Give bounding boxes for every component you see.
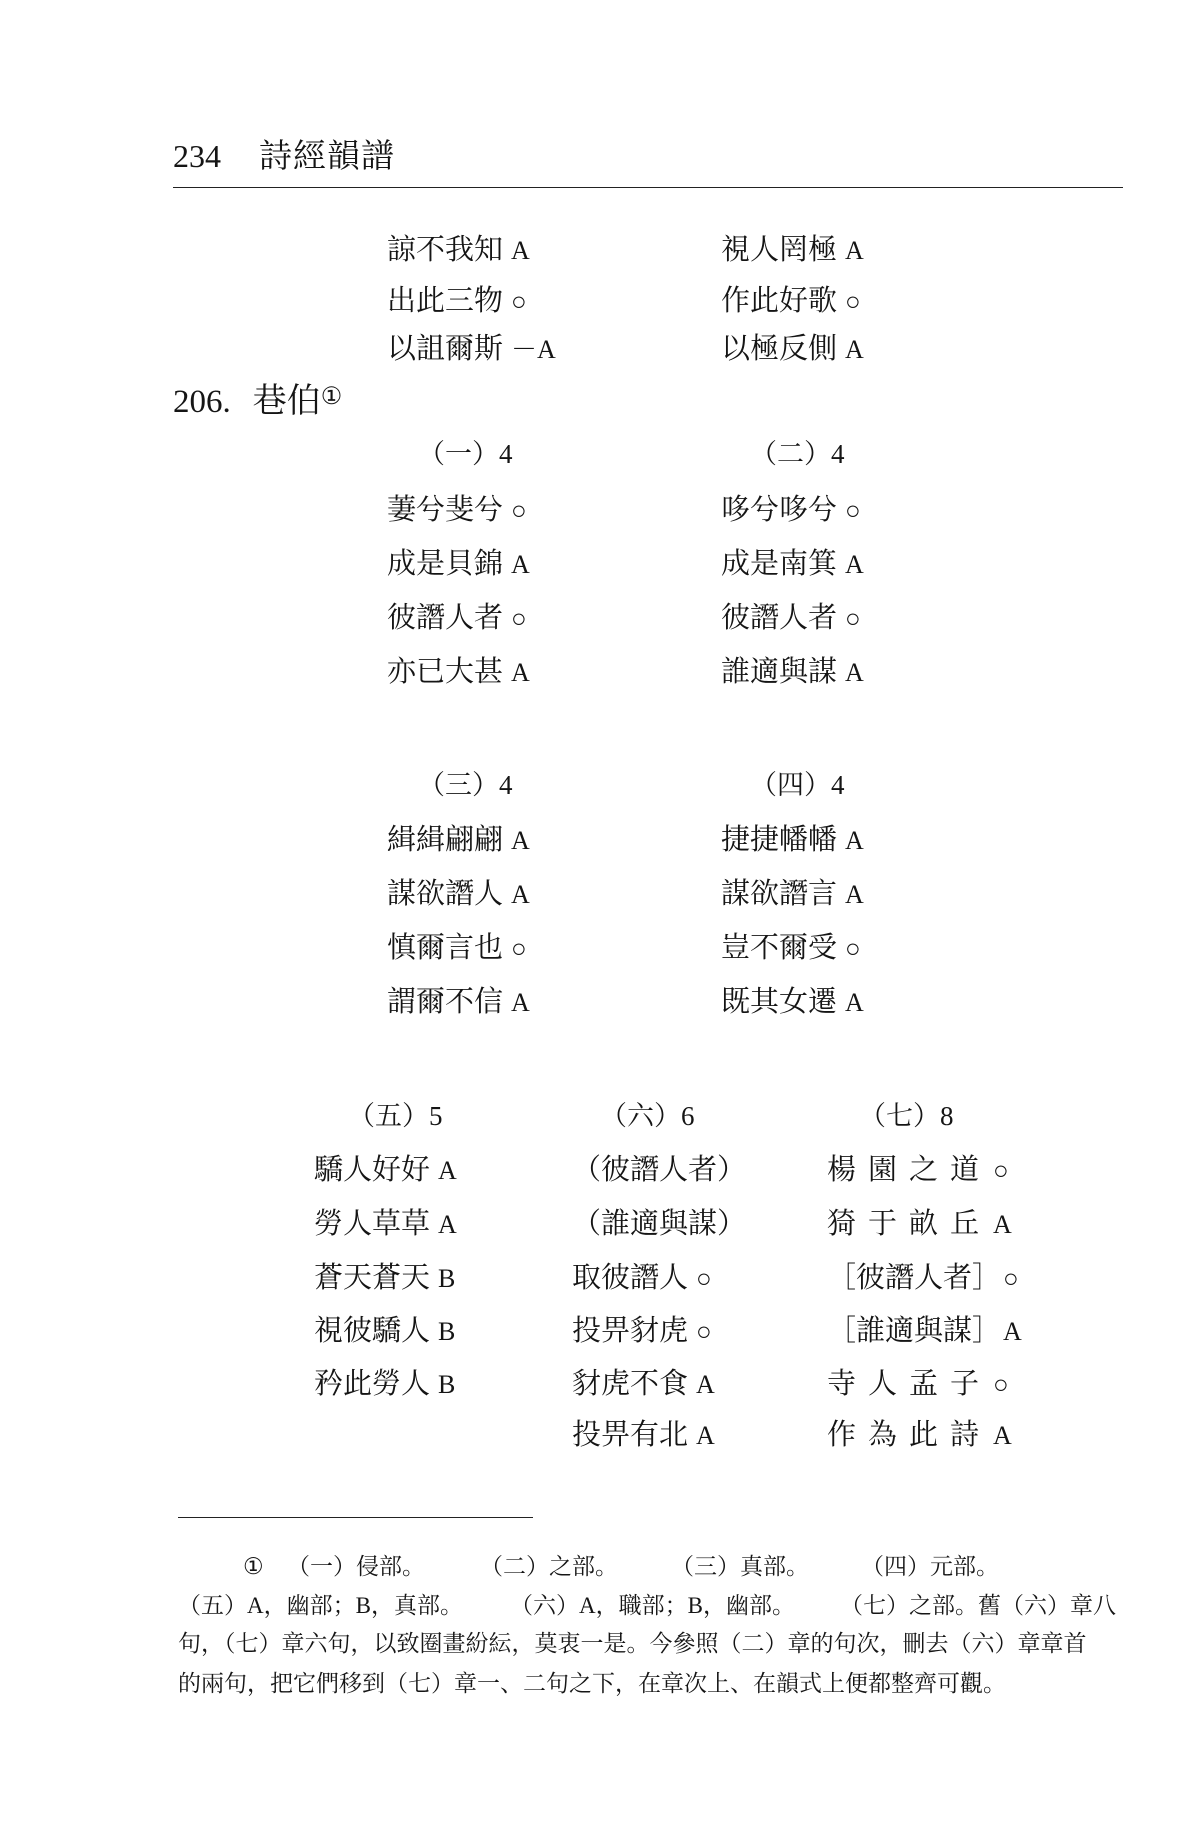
stanza-label: （四）4 — [750, 770, 845, 800]
stanza-label: （五）5 — [348, 1101, 443, 1131]
verse-line — [387, 601, 527, 635]
verse-line — [387, 284, 527, 318]
rhyme-mark: A — [845, 335, 864, 364]
footnote-text: （二）之部。 — [480, 1554, 618, 1579]
verse-text: 取彼譖人 — [572, 1262, 689, 1294]
verse-line — [827, 1261, 1019, 1295]
verse-line — [387, 931, 527, 965]
verse-line — [314, 1261, 455, 1295]
rhyme-mark: A — [993, 1421, 1012, 1450]
verse-text: ［彼譖人者］ — [827, 1262, 1002, 1294]
verse-line — [721, 233, 864, 267]
footnote-text: （五）A，幽部；B，真部。 — [178, 1593, 463, 1618]
poem-heading — [173, 382, 342, 422]
verse-line — [721, 493, 861, 527]
verse-line — [721, 547, 864, 581]
rhyme-mark: A — [438, 1156, 457, 1185]
running-header — [173, 136, 395, 176]
verse-line — [827, 1418, 1012, 1452]
verse-text: 勞人草草 — [314, 1208, 431, 1240]
stanza-label: （六）6 — [600, 1101, 695, 1131]
stanza-label: （一）4 — [418, 439, 513, 469]
verse-line — [387, 877, 530, 911]
verse-text: 以極反側 — [721, 333, 838, 365]
verse-line — [387, 332, 556, 366]
footnote-text: 的兩句，把它們移到（七）章一、二句之下，在章次上、在韻式上便都整齊可觀。 — [178, 1671, 1006, 1696]
rhyme-mark: A — [511, 550, 530, 579]
rhyme-mark: ○ — [845, 934, 861, 963]
footnote-text: （三）真部。 — [671, 1554, 809, 1579]
verse-text: 彼譖人者 — [721, 602, 838, 634]
verse-text: 彼譖人者 — [387, 602, 504, 634]
verse-line — [572, 1314, 712, 1348]
verse-text: 亦已大甚 — [387, 656, 504, 688]
verse-line — [314, 1153, 457, 1187]
footnote-text: （四）元部。 — [861, 1554, 999, 1579]
verse-text: 投畀有北 — [572, 1419, 689, 1451]
verse-text: 作為此詩 — [827, 1419, 992, 1451]
footnote-rule — [178, 1517, 533, 1518]
rhyme-mark: A — [696, 1421, 715, 1450]
verse-text: 豺虎不食 — [572, 1368, 689, 1400]
poem-number: 206. — [173, 384, 231, 420]
rhyme-mark: －A — [511, 335, 556, 364]
verse-line — [572, 1261, 712, 1295]
rhyme-mark: B — [438, 1317, 456, 1346]
rhyme-mark: A — [845, 988, 864, 1017]
rhyme-mark: B — [438, 1264, 456, 1293]
footnote-reference: ① — [320, 384, 343, 410]
verse-text: 諒不我知 — [387, 234, 504, 266]
verse-line — [387, 547, 530, 581]
verse-line — [314, 1314, 455, 1348]
poem-title: 巷伯 — [252, 383, 321, 420]
verse-text: 謀欲譖言 — [721, 878, 838, 910]
rhyme-mark: A — [511, 880, 530, 909]
verse-line — [572, 1367, 715, 1401]
rhyme-mark: ○ — [993, 1156, 1009, 1185]
rhyme-mark: A — [696, 1370, 715, 1399]
verse-line — [827, 1207, 1012, 1241]
verse-line — [721, 655, 864, 689]
rhyme-mark: A — [845, 880, 864, 909]
verse-text: 寺人孟子 — [827, 1368, 992, 1400]
rhyme-mark: ○ — [696, 1317, 712, 1346]
verse-line — [721, 931, 861, 965]
rhyme-mark: ○ — [511, 496, 527, 525]
verse-line — [572, 1207, 746, 1241]
verse-text: 楊園之道 — [827, 1154, 992, 1186]
verse-line — [572, 1418, 715, 1452]
verse-text: 投畀豺虎 — [572, 1315, 689, 1347]
rhyme-mark: A — [438, 1210, 457, 1239]
verse-text: ［誰適與謀］ — [827, 1315, 1002, 1347]
rhyme-mark: ○ — [511, 604, 527, 633]
verse-text: 成是貝錦 — [387, 548, 504, 580]
verse-line — [314, 1367, 455, 1401]
verse-line — [827, 1367, 1009, 1401]
rhyme-mark: ○ — [993, 1370, 1009, 1399]
verse-text: 矜此勞人 — [314, 1368, 431, 1400]
footnote-text: （六）A，職部；B，幽部。 — [510, 1593, 795, 1618]
rhyme-mark: A — [511, 826, 530, 855]
rhyme-mark: A — [845, 826, 864, 855]
verse-text: 成是南箕 — [721, 548, 838, 580]
footnote-marker: ① — [243, 1554, 264, 1579]
rhyme-mark: ○ — [511, 287, 527, 316]
rhyme-mark: ○ — [511, 934, 527, 963]
verse-line — [572, 1153, 746, 1187]
rhyme-mark: ○ — [696, 1264, 712, 1293]
stanza-label: （七）8 — [859, 1101, 954, 1131]
rhyme-mark: B — [438, 1370, 456, 1399]
book-title: 詩經韻譜 — [259, 139, 395, 175]
verse-text: （彼譖人者） — [572, 1154, 747, 1186]
footnote-text: 句，（七）章六句，以致圈畫紛紜，莫衷一是。今參照（二）章的句次，刪去（六）章章首 — [178, 1631, 1087, 1656]
verse-text: 豈不爾受 — [721, 932, 838, 964]
verse-text: 驕人好好 — [314, 1154, 431, 1186]
rhyme-mark: A — [511, 236, 530, 265]
stanza-label: （三）4 — [418, 770, 513, 800]
stanza-label: （二）4 — [750, 439, 845, 469]
verse-text: 哆兮哆兮 — [721, 494, 838, 526]
verse-line — [387, 823, 530, 857]
verse-text: 既其女遷 — [721, 986, 838, 1018]
verse-line — [721, 877, 864, 911]
verse-line — [721, 332, 864, 366]
verse-text: 猗于畝丘 — [827, 1208, 992, 1240]
verse-text: 以詛爾斯 — [387, 333, 504, 365]
header-rule — [173, 187, 1123, 188]
verse-text: 慎爾言也 — [387, 932, 504, 964]
rhyme-mark: ○ — [845, 287, 861, 316]
verse-text: 緝緝翩翩 — [387, 824, 504, 856]
verse-text: 謂爾不信 — [387, 986, 504, 1018]
rhyme-mark: A — [845, 658, 864, 687]
rhyme-mark: A — [845, 550, 864, 579]
verse-line — [387, 233, 530, 267]
verse-line — [721, 284, 861, 318]
verse-text: 萋兮斐兮 — [387, 494, 504, 526]
verse-text: 捷捷幡幡 — [721, 824, 838, 856]
verse-line — [387, 655, 530, 689]
verse-text: 謀欲譖人 — [387, 878, 504, 910]
verse-text: 視彼驕人 — [314, 1315, 431, 1347]
rhyme-mark: A — [845, 236, 864, 265]
verse-line — [387, 493, 527, 527]
verse-line — [314, 1207, 457, 1241]
rhyme-mark: A — [511, 988, 530, 1017]
verse-line — [827, 1314, 1022, 1348]
verse-text: 誰適與謀 — [721, 656, 838, 688]
rhyme-mark: A — [511, 658, 530, 687]
verse-text: （誰適與謀） — [572, 1208, 747, 1240]
rhyme-mark: ○ — [845, 496, 861, 525]
verse-text: 蒼天蒼天 — [314, 1262, 431, 1294]
page-number: 234 — [173, 138, 221, 174]
verse-line — [387, 985, 530, 1019]
verse-line — [721, 985, 864, 1019]
verse-text: 視人罔極 — [721, 234, 838, 266]
rhyme-mark: ○ — [1003, 1264, 1019, 1293]
footnote-text: （一）侵部。 — [287, 1554, 425, 1579]
verse-text: 出此三物 — [387, 285, 504, 317]
footnote-text: （七）之部。舊（六）章八 — [840, 1593, 1116, 1618]
verse-line — [721, 601, 861, 635]
rhyme-mark: A — [1003, 1317, 1022, 1346]
rhyme-mark: A — [993, 1210, 1012, 1239]
verse-line — [721, 823, 864, 857]
verse-line — [827, 1153, 1009, 1187]
verse-text: 作此好歌 — [721, 285, 838, 317]
rhyme-mark: ○ — [845, 604, 861, 633]
